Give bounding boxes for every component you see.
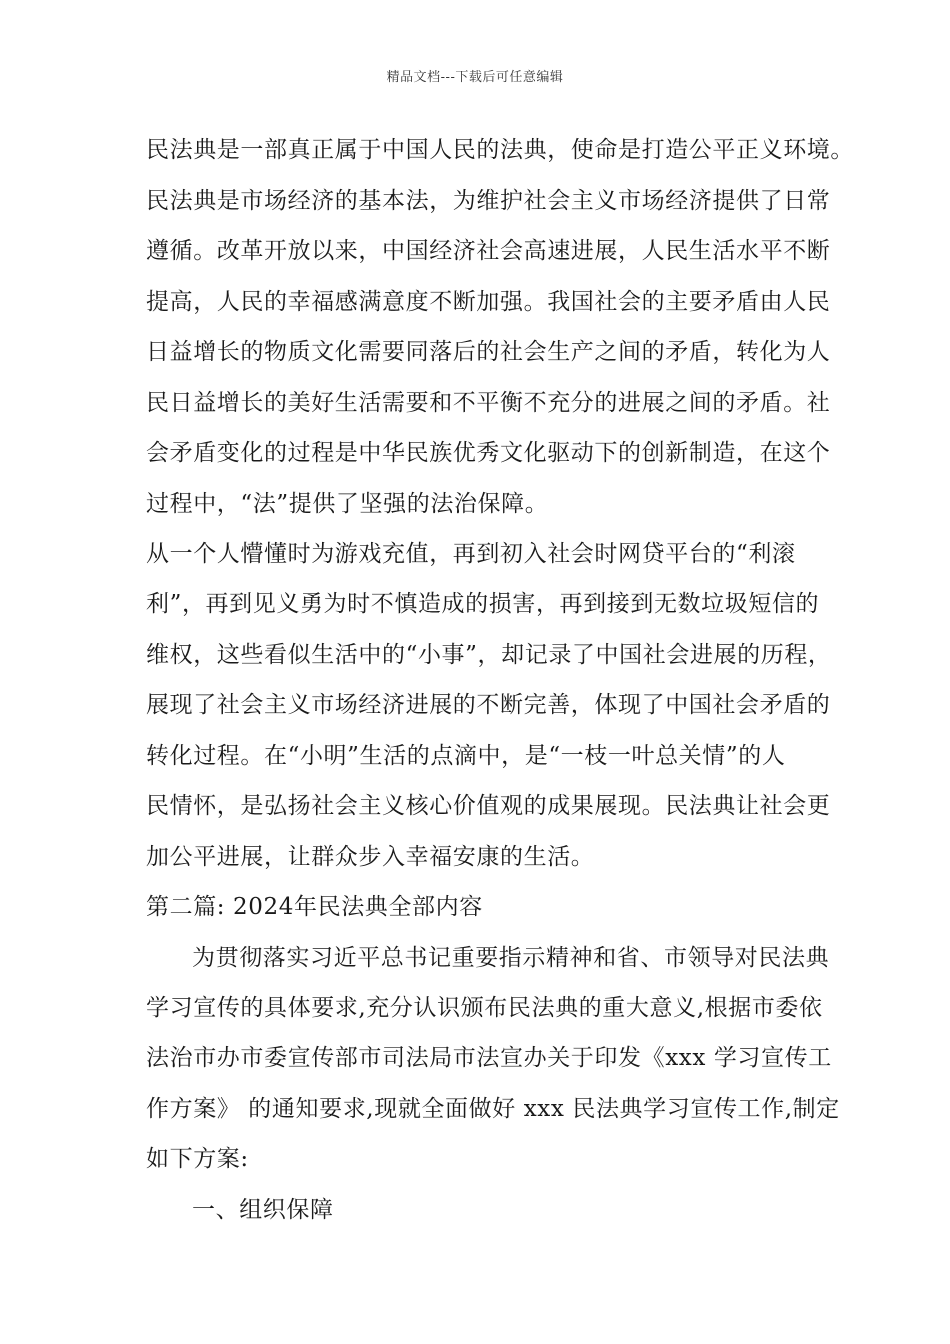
text-line: 民日益增长的美好生活需要和不平衡不充分的进展之间的矛盾。社	[146, 390, 831, 416]
text-line: 遵循。改革开放以来，中国经济社会高速进展，人民生活水平不断	[146, 238, 831, 264]
page-header: 精品文档---下载后可任意编辑	[386, 70, 564, 85]
section-heading: 第二篇: 2024年民法典全部内容	[146, 894, 483, 920]
text-line: 转化过程。在“小明”生活的点滴中，是“一枝一叶总关情”的人	[146, 743, 786, 769]
text-line: 作方案》 的通知要求,现就全面做好 xxx 民法典学习宣传工作,制定	[146, 1096, 840, 1122]
text-line: 从一个人懵懂时为游戏充值，再到初入社会时网贷平台的“利滚	[146, 541, 796, 567]
text-line: 展现了社会主义市场经济进展的不断完善，体现了中国社会矛盾的	[146, 692, 831, 718]
text-line: 民法典是一部真正属于中国人民的法典，使命是打造公平正义环境。	[146, 137, 854, 163]
text-line: 会矛盾变化的过程是中华民族优秀文化驱动下的创新制造，在这个	[146, 440, 831, 466]
text-line: 维权，这些看似生活中的“小事”，却记录了中国社会进展的历程，	[146, 642, 832, 668]
text-line: 如下方案:	[146, 1146, 249, 1172]
text-line: 利”，再到见义勇为时不慎造成的损害，再到接到无数垃圾短信的	[146, 591, 820, 617]
text-line: 法治市办市委宣传部市司法局市法宣办关于印发《xxx 学习宣传工	[146, 1045, 832, 1071]
subsection-heading: 一、组织保障	[192, 1197, 334, 1223]
text-line: 民法典是市场经济的基本法，为维护社会主义市场经济提供了日常	[146, 188, 831, 214]
text-line: 学习宣传的具体要求,充分认识颁布民法典的重大意义,根据市委依	[146, 995, 823, 1021]
text-line: 为贯彻落实习近平总书记重要指示精神和省、市领导对民法典	[192, 945, 830, 971]
text-line: 日益增长的物质文化需要同落后的社会生产之间的矛盾，转化为人	[146, 339, 831, 365]
text-line: 民情怀，是弘扬社会主义核心价值观的成果展现。民法典让社会更	[146, 793, 831, 819]
text-line: 提高，人民的幸福感满意度不断加强。我国社会的主要矛盾由人民	[146, 289, 831, 315]
text-line: 过程中，“法”提供了坚强的法治保障。	[146, 491, 549, 517]
text-line: 加公平进展，让群众步入幸福安康的生活。	[146, 844, 595, 870]
